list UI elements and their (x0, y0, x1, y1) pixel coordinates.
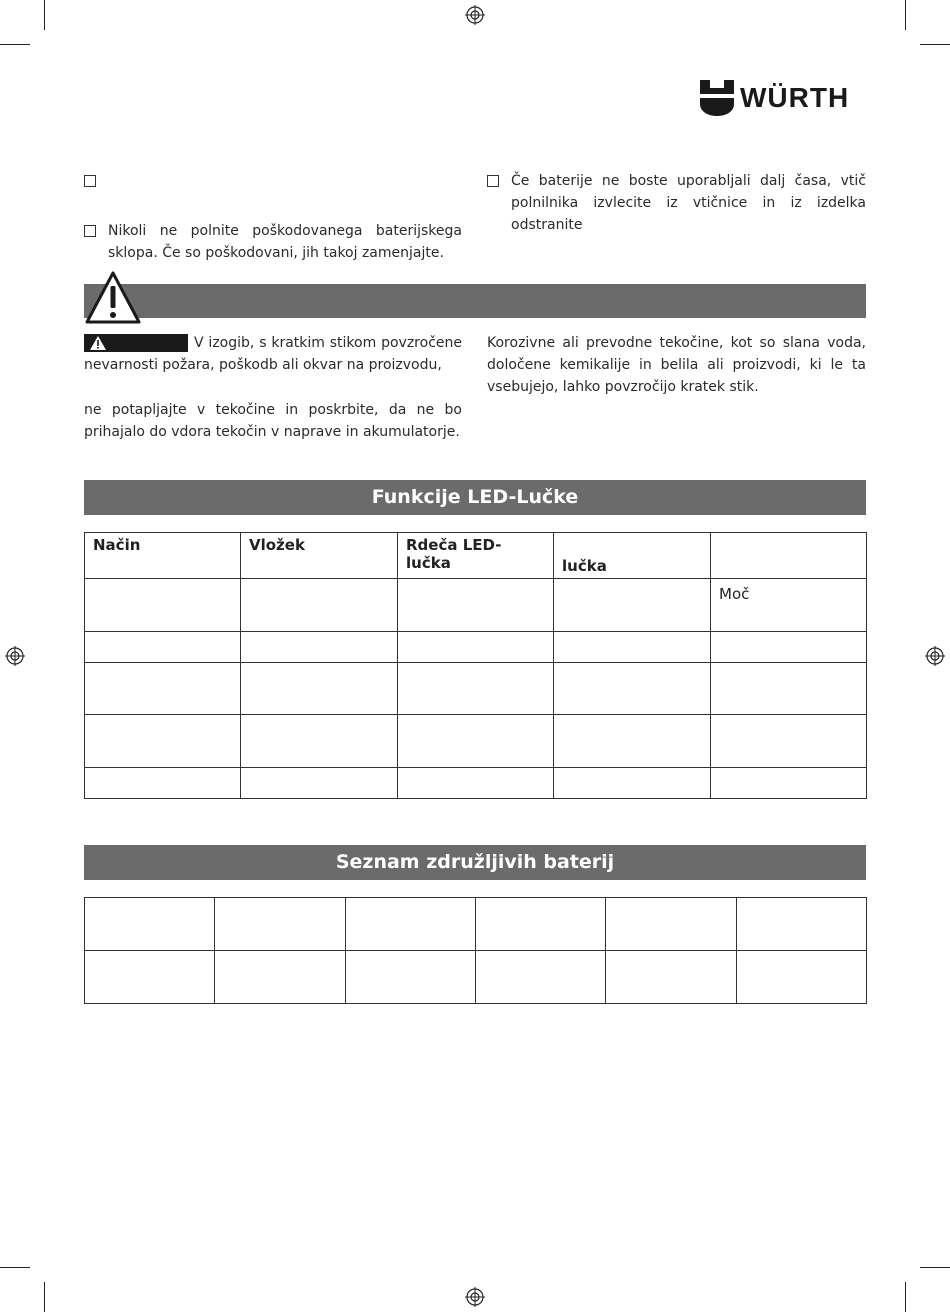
table-cell (346, 951, 476, 1004)
table-cell (241, 768, 398, 799)
table-cell: Moč (711, 579, 867, 632)
table-cell (398, 663, 554, 715)
crop-mark (0, 44, 30, 45)
table-cell (711, 663, 867, 715)
table-cell (346, 898, 476, 951)
table-cell (554, 632, 711, 663)
table-cell (554, 579, 711, 632)
crop-mark (44, 1282, 45, 1312)
table-cell (398, 715, 554, 768)
table-row (85, 951, 867, 1004)
table-cell (215, 898, 346, 951)
table-header-cell: Vložek (241, 533, 398, 579)
table-cell (554, 715, 711, 768)
table-cell (398, 768, 554, 799)
crop-mark (905, 1282, 906, 1312)
wurth-logo-icon (700, 80, 734, 116)
bullet-item (84, 220, 462, 264)
table-cell (85, 898, 215, 951)
table-cell (85, 768, 241, 799)
table-header-row (85, 533, 867, 579)
crop-mark (44, 0, 45, 30)
crop-mark (920, 44, 950, 45)
table-row (85, 898, 867, 951)
table-row (85, 715, 867, 768)
table-cell (711, 715, 867, 768)
crop-mark (920, 1267, 950, 1268)
table-cell (85, 632, 241, 663)
warning-triangle-icon (84, 270, 142, 326)
registration-mark-icon (465, 5, 485, 25)
table-row (85, 579, 867, 632)
bullet-item (487, 170, 866, 236)
table-cell (606, 951, 737, 1004)
table-cell (241, 663, 398, 715)
checkbox-bullet-icon (487, 175, 499, 187)
wurth-logo (700, 80, 849, 116)
bullet-text: Če baterije ne boste uporabljali dalj časa, vtič polnilnika izvlecite iz vtičnice in iz izdelka odstranite (511, 173, 866, 233)
table-cell (85, 663, 241, 715)
registration-mark-icon (5, 646, 25, 666)
warning-banner (84, 284, 866, 318)
table-row (85, 663, 867, 715)
table-header-cell: Rdeča LED-lučka (398, 533, 554, 579)
table-row (85, 768, 867, 799)
table-cell (737, 898, 867, 951)
table-cell (606, 898, 737, 951)
table-cell (241, 632, 398, 663)
section-title: Seznam združljivih baterij (84, 845, 866, 880)
table-header-cell: Način (85, 533, 241, 579)
crop-mark (905, 0, 906, 30)
table-cell (476, 951, 606, 1004)
warning-text-2: ne potapljajte v tekočine in poskrbite, da ne bo prihajalo do vdora tekočin v naprave in akumulatorje. (84, 402, 462, 440)
section-title: Funkcije LED-Lučke (84, 480, 866, 515)
compatible-batteries-table (84, 897, 867, 1004)
brand-name: WÜRTH (740, 82, 850, 113)
table-cell (241, 715, 398, 768)
warning-text: V izogib, s kratkim stikom povzročene nevarnosti požara, poškodb ali okvar na proizvodu, (84, 335, 462, 373)
table-cell (85, 715, 241, 768)
table-cell (85, 579, 241, 632)
table-cell (554, 663, 711, 715)
table-header-cell (711, 533, 867, 579)
bullet-item (84, 170, 462, 187)
table-cell (711, 768, 867, 799)
table-cell (398, 579, 554, 632)
bullet-text: Nikoli ne polnite poškodovanega baterijskega sklopa. Če so poškodovani, jih takoj zamenjajte. (108, 223, 462, 261)
registration-mark-icon (925, 646, 945, 666)
table-cell (711, 632, 867, 663)
table-cell (215, 951, 346, 1004)
checkbox-bullet-icon (84, 175, 96, 187)
table-cell (241, 579, 398, 632)
table-cell (85, 951, 215, 1004)
table-row (85, 632, 867, 663)
table-header-cell: lučka (554, 533, 711, 579)
led-functions-table (84, 532, 867, 799)
table-cell (398, 632, 554, 663)
checkbox-bullet-icon (84, 225, 96, 237)
warning-text-right: Korozivne ali prevodne tekočine, kot so slana voda, določene kemikalije in belila ali proizvodi, ki le ta vsebujejo, lahko povzročijo kratek stik. (487, 335, 866, 395)
registration-mark-icon (465, 1287, 485, 1307)
crop-mark (0, 1267, 30, 1268)
table-cell (554, 768, 711, 799)
table-cell (476, 898, 606, 951)
table-cell (737, 951, 867, 1004)
